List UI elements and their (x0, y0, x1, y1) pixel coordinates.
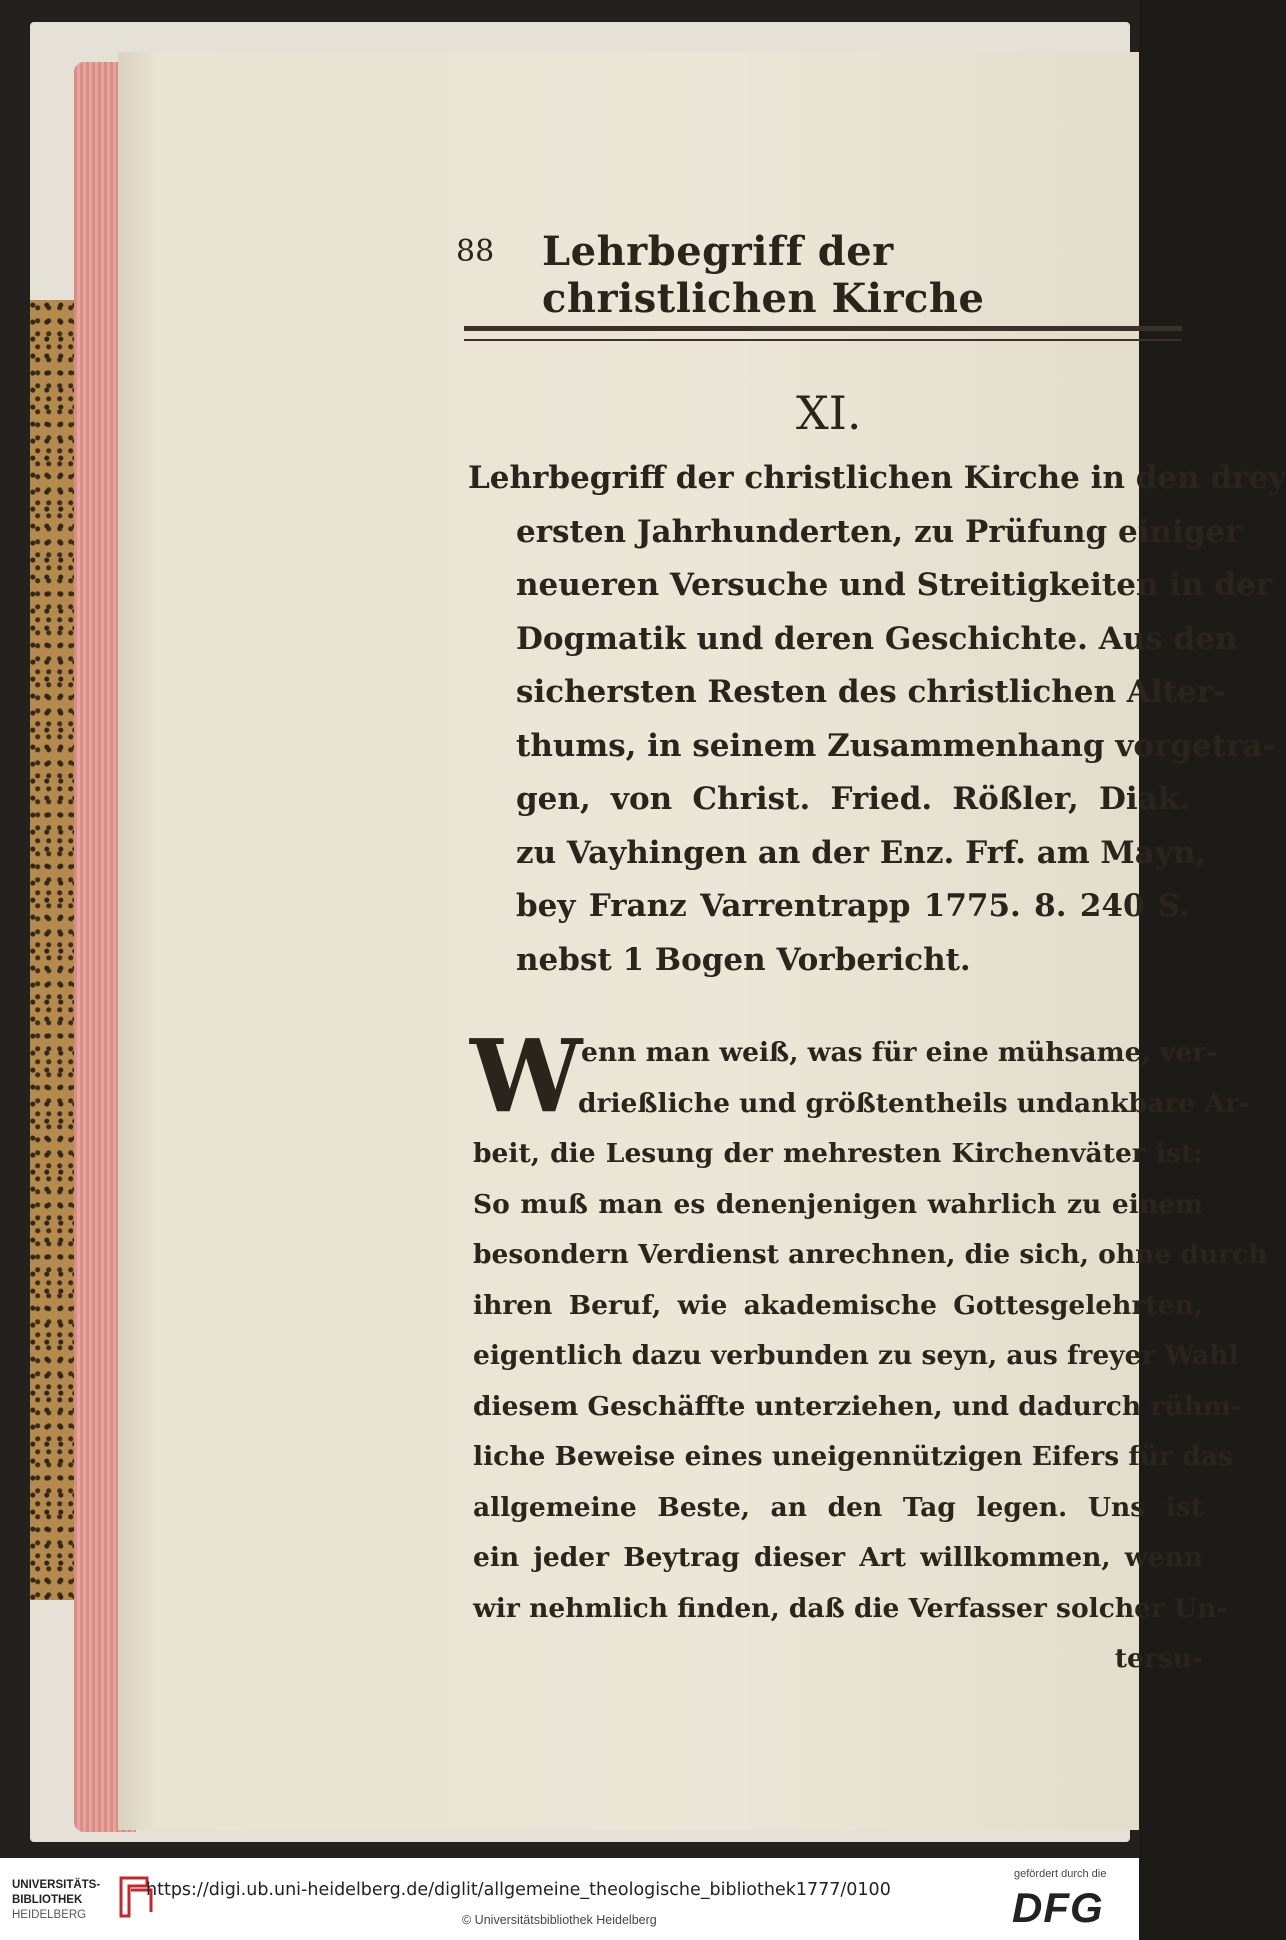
viewer-footer (0, 1858, 1139, 1940)
library-name-line: HEIDELBERG (12, 1909, 87, 1921)
copyright-notice: © Universitätsbibliothek Heidelberg (462, 1913, 657, 1927)
entry-line: bey Franz Varrentrapp 1775. 8. 240 S. (516, 888, 1190, 924)
dfg-logo: DFG (1012, 1884, 1104, 1931)
entry-line: zu Vayhingen an der Enz. Frf. am Mayn, (516, 834, 1207, 871)
body-line: liche Beweise eines uneigennützigen Eifers für das (473, 1441, 1233, 1472)
entry-line: nebst 1 Bogen Vorbericht. (516, 941, 971, 978)
funding-label: gefördert durch die (1014, 1868, 1107, 1880)
permalink-url[interactable]: https://digi.ub.uni-heidelberg.de/diglit/allgemeine_theologische_bibliothek1777/0100 (146, 1880, 891, 1900)
body-line: diesem Geschäffte unterziehen, und dadurch rühm- (473, 1390, 1242, 1422)
entry-line: ersten Jahrhunderten, zu Prüfung einiger (516, 513, 1242, 550)
entry-line: gen, von Christ. Fried. Rößler, Diak. (516, 781, 1190, 817)
body-line: drießliche und größtentheils undankbare Ar- (578, 1087, 1250, 1119)
body-line: beit, die Lesung der mehresten Kirchenväter ist: (473, 1138, 1203, 1169)
entry-line: thums, in seinem Zusammenhang vorgetra- (516, 727, 1276, 764)
library-name-line: UNIVERSITÄTS- (12, 1879, 101, 1891)
book-page (118, 52, 1286, 1830)
header-rule-thin (464, 339, 1182, 341)
body-line: ein jeder Beytrag dieser Art willkommen, wenn (473, 1542, 1203, 1573)
library-name (12, 1878, 100, 1923)
bibliographic-entry (468, 452, 1286, 987)
body-line: wir nehmlich finden, daß die Verfasser solcher Un- (473, 1592, 1228, 1624)
body-line: besondern Verdienst anrechnen, die sich, ohne durch (473, 1239, 1268, 1270)
body-line: ihren Beruf, wie akademische Gottesgelehrten, (473, 1289, 1203, 1321)
body-line: So muß man es denenjenigen wahrlich zu einem (473, 1188, 1203, 1220)
body-line: eigentlich dazu verbunden zu seyn, aus freyer Wahl (473, 1340, 1239, 1371)
library-name-line: BIBLIOTHEK (12, 1894, 83, 1906)
drop-cap: W (470, 1017, 583, 1135)
entry-line: neueren Versuche und Streitigkeiten in der (516, 567, 1273, 603)
header-rule-thick (464, 326, 1182, 331)
body-line: enn man weiß, was für eine mühsame, ver- (581, 1037, 1218, 1068)
entry-line: sichersten Resten des christlichen Alter- (516, 674, 1226, 710)
catchword: tersu- (1114, 1643, 1203, 1674)
entry-line: Dogmatik und deren Geschichte. Aus den (516, 620, 1238, 657)
page-content (118, 52, 1286, 1830)
section-number: XI. (796, 386, 862, 440)
body-line: allgemeine Beste, an den Tag legen. Uns ist (473, 1491, 1203, 1523)
body-text (473, 1028, 1268, 1685)
running-head: Lehrbegriff der christlichen Kirche (542, 228, 985, 322)
entry-line: Lehrbegriff der christlichen Kirche in den drey (468, 460, 1286, 496)
page-number: 88 (456, 234, 495, 269)
